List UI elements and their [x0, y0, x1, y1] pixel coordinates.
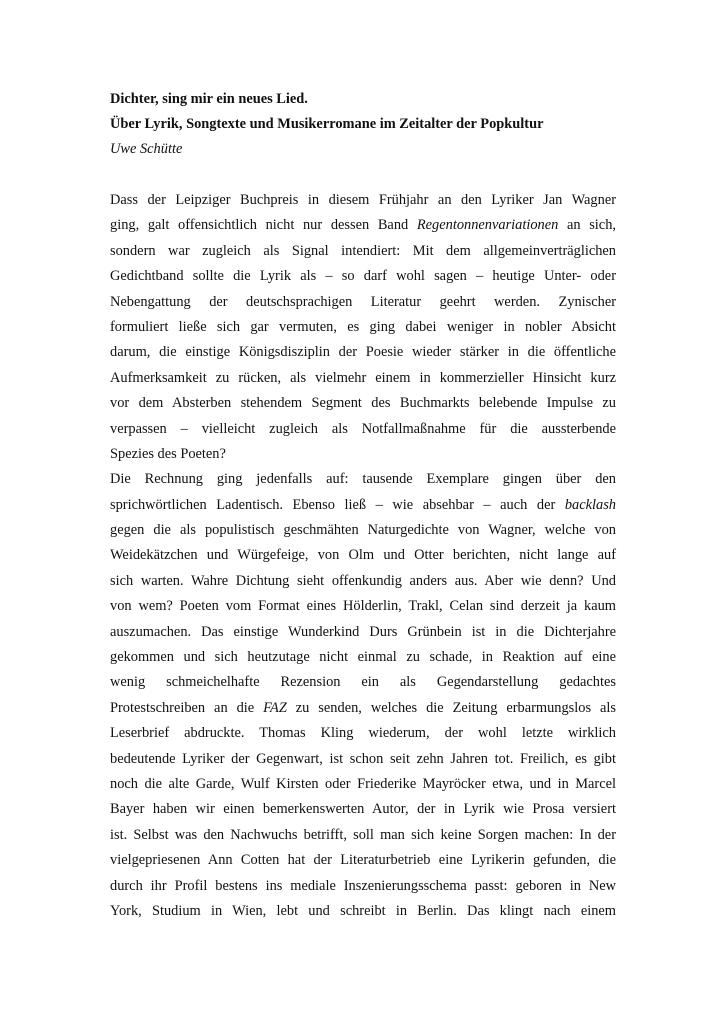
text-line: bedeutende Lyriker der Gegenwart, ist schon seit zehn Jahren tot. Freilich, es gibt — [110, 750, 616, 767]
text-line: sondern war zugleich als Signal intendiert: Mit dem allgemeinverträglichen — [110, 242, 616, 259]
text-line: von wem? Poeten vom Format eines Hölderlin, Trakl, Celan sind derzeit ja kaum — [110, 598, 616, 615]
book-title-emphasis: Regentonnenvariationen — [416, 217, 559, 234]
text-run: Protestschreiben an die — [110, 699, 264, 716]
text-run: ging, galt offensichtlich nicht nur dessen Band — [110, 217, 417, 234]
text-line: Dass der Leipziger Buchpreis in diesem Frühjahr an den Lyriker Jan Wagner — [110, 192, 616, 208]
text-line: Aufmerksamkeit zu rücken, als vielmehr einem in kommerzieller Hinsicht kurz — [110, 369, 616, 386]
text-line: wenig schmeichelhafte Rezension ein als Gegendarstellung gedachtes — [110, 674, 616, 691]
article-subtitle: Über Lyrik, Songtexte und Musikerromane im Zeitalter der Popkultur — [110, 116, 544, 132]
text-line: noch die alte Garde, Wulf Kirsten oder Friederike Mayröcker etwa, und in Marcel — [110, 775, 616, 792]
term-emphasis: backlash — [564, 496, 616, 513]
text-line: vielgepriesenen Ann Cotten hat der Literaturbetrieb eine Lyrikerin gefunden, die — [110, 852, 616, 869]
text-line — [110, 213, 616, 238]
paragraph-2 — [110, 467, 616, 924]
text-line: gegen die als populistisch geschmähten Naturgedichte von Wagner, welche von — [110, 522, 616, 539]
text-line: vor dem Absterben stehendem Segment des Buchmarkts belebende Impulse zu — [110, 395, 616, 412]
text-line — [110, 493, 616, 518]
text-line: verpassen – vielleicht zugleich als Notfallmaßnahme für die aussterbende — [110, 420, 616, 437]
text-run: sprichwörtlichen Ladentisch. Ebenso ließ – wie absehbar – auch der — [110, 496, 565, 513]
text-line: gekommen und sich heutzutage nicht einmal zu schade, in Reaktion auf eine — [110, 649, 616, 666]
text-line: Gedichtband sollte die Lyrik als – so darf wohl sagen – heutige Unter- oder — [110, 268, 616, 285]
newspaper-emphasis: FAZ — [263, 699, 287, 716]
text-line: Weidekätzchen und Würgefeige, von Olm und Otter berichten, nicht lange auf — [110, 547, 616, 564]
text-line: Leserbrief abdruckte. Thomas Kling wiederum, der wohl letzte wirklich — [110, 725, 616, 742]
text-line: auszumachen. Das einstige Wunderkind Durs Grünbein ist in die Dichterjahre — [110, 623, 616, 640]
article-title: Dichter, sing mir ein neues Lied. — [110, 91, 308, 107]
text-run: an sich, — [558, 217, 616, 234]
header-spacer — [110, 162, 616, 188]
text-line: ist. Selbst was den Nachwuchs betrifft, soll man sich keine Sorgen machen: In der — [110, 826, 616, 843]
text-line: Nebengattung der deutschsprachigen Literatur geehrt werden. Zynischer — [110, 293, 616, 310]
text-line: darum, die einstige Königsdisziplin der Poesie wieder stärker in die öffentliche — [110, 344, 616, 361]
text-line: Bayer haben wir einen bemerkenswerten Autor, der in Lyrik wie Prosa versiert — [110, 801, 616, 818]
text-line: formuliert ließe sich gar vermuten, es ging dabei weniger in nobler Absicht — [110, 318, 616, 335]
text-line: York, Studium in Wien, lebt und schreibt in Berlin. Das klingt nach einem — [110, 902, 616, 919]
text-run: zu senden, welches die Zeitung erbarmungslos als — [286, 699, 616, 716]
article-body — [110, 87, 616, 924]
article-author: Uwe Schütte — [110, 141, 183, 157]
text-line — [110, 696, 616, 721]
text-line: Die Rechnung ging jedenfalls auf: tausende Exemplare gingen über den — [110, 471, 616, 488]
text-line: sich warten. Wahre Dichtung sieht offenkundig anders aus. Aber wie denn? Und — [110, 572, 616, 589]
text-line: durch ihr Profil bestens ins mediale Inszenierungsschema passt: geboren in New — [110, 877, 616, 894]
text-line: Spezies des Poeten? — [110, 445, 226, 462]
paragraph-1 — [110, 188, 616, 467]
